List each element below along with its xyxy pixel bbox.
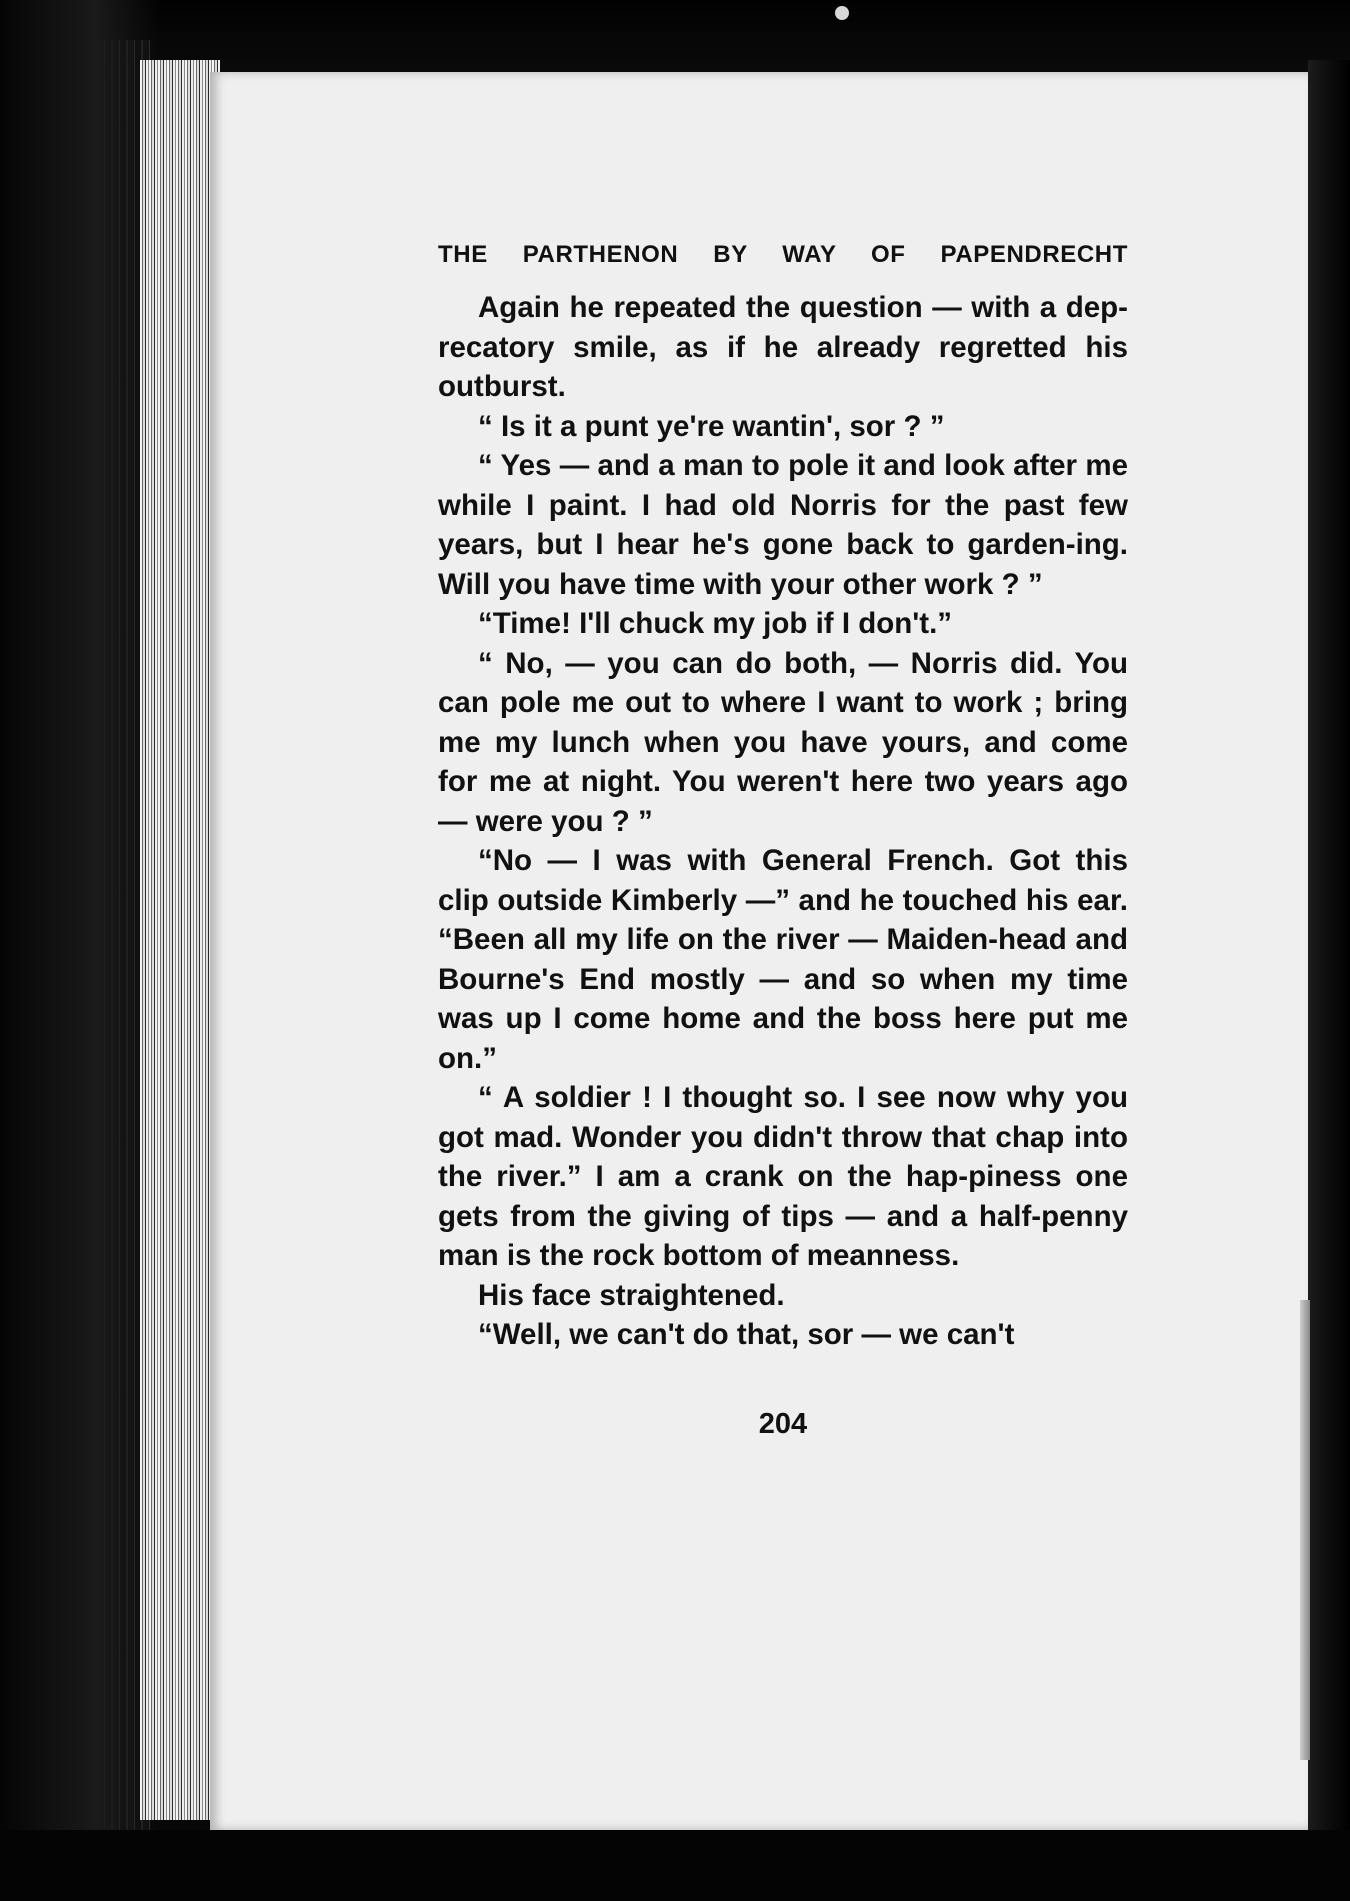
text-block — [438, 240, 1128, 1440]
body-text — [438, 288, 1128, 1355]
paragraph: “ Yes — and a man to pole it and look after me while I paint. I had old Norris for the past few years, but I hear he's gone back to garden-ing. Will you have time with your other work ? ” — [438, 449, 1128, 601]
paragraph: “ No, — you can do both, — Norris did. You can pole me out to where I want to work ; bring me my lunch when you have yours, and come for me at night. You weren't here two years ago — were you ? ” — [438, 646, 1128, 838]
page-leaf-edges — [140, 60, 220, 1820]
paragraph: “Well, we can't do that, sor — we can't — [478, 1318, 1015, 1351]
paragraph: Again he repeated the question — with a dep-recatory smile, as if he already regretted his outburst. — [438, 291, 1128, 403]
paragraph: “ Is it a punt ye're wantin', sor ? ” — [478, 409, 945, 443]
paragraph: “ A soldier ! I thought so. I see now why you got mad. Wonder you didn't throw that chap into the river.” I am a crank on the hap-piness one gets from the giving of tips — and a half-penny man is the rock bottom of meanness. — [438, 1081, 1128, 1272]
paragraph: “No — I was with General French. Got this clip outside Kimberly —” and he touched his ear. “Been all my life on the river — Maiden-head and Bourne's End mostly — and so when my time was up I come home and the boss here put me on.” — [438, 844, 1128, 1075]
paragraph: His face straightened. — [478, 1278, 785, 1312]
spine-gradient — [0, 0, 160, 1901]
book-right-edge — [1308, 60, 1350, 1860]
page-number: 204 — [758, 1408, 808, 1440]
running-head: THE PARTHENON BY WAY OF PAPENDRECHT — [438, 241, 1128, 268]
book-right-edge-highlight — [1300, 1300, 1310, 1760]
dust-speck — [835, 6, 849, 20]
scan-bottom-border — [0, 1830, 1350, 1901]
paragraph: “Time! I'll chuck my job if I don't.” — [478, 607, 953, 640]
